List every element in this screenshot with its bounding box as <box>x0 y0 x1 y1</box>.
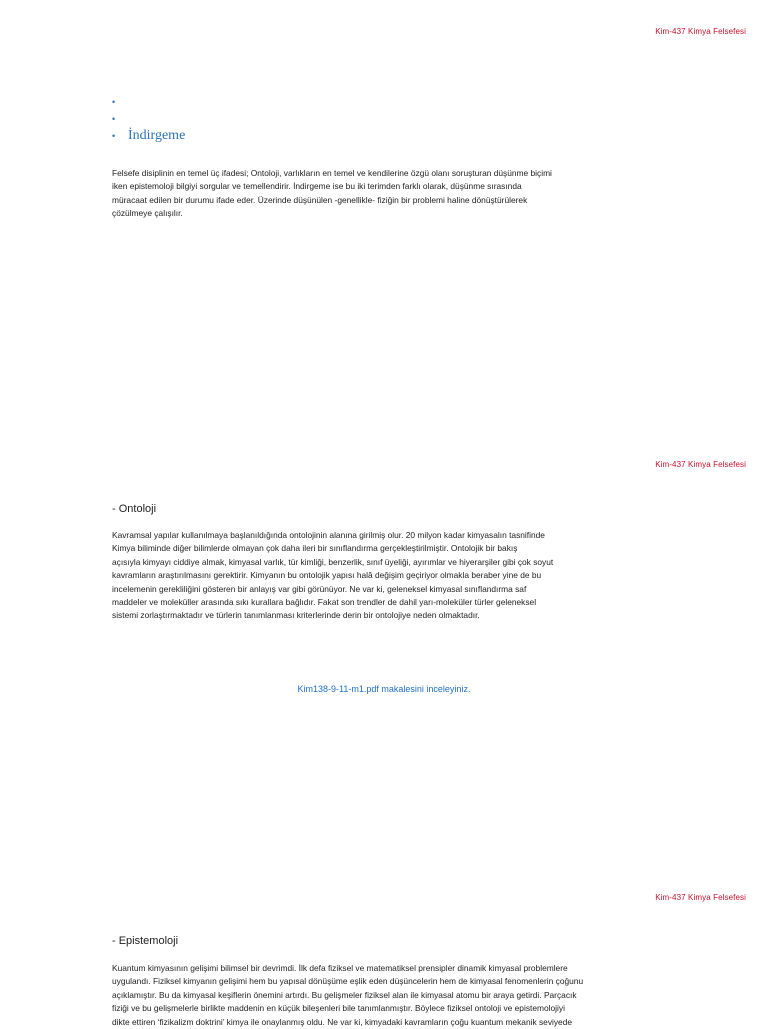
bullet-item <box>112 110 185 127</box>
bullet-dot-icon: • <box>112 113 116 124</box>
section-title-epistemoloji: - Epistemoloji <box>112 935 179 947</box>
header-course-tag: Kim-437 Kimya Felsefesi <box>655 27 746 36</box>
header-course-tag: Kim-437 Kimya Felsefesi <box>655 460 746 469</box>
bullet-dot-icon: • <box>112 130 116 141</box>
bullet-list <box>112 93 185 144</box>
intro-paragraph: Felsefe disiplinin en temel üç ifadesi; Ontoloji, varlıkların en temel ve kendilerine özgü olanı soruşturan düşünme biçimi iken epistemoloji bilgiyi sorgular ve temellendirir. İndirgeme ise bu iki terimden farklı olarak, düşünme sırasında müracaat edilen bir durumu ifade eder. Üzerinde düşünülen -genellikle- fiziğin bir problemi haline dönüştürülerek çözülmeye çalışılır. <box>112 168 552 219</box>
section-title-ontoloji: - Ontoloji <box>112 503 157 515</box>
bullet-item-indirgeme <box>112 127 185 144</box>
bullet-dot-icon: • <box>112 96 116 107</box>
epistemoloji-paragraph: Kuantum kimyasının gelişimi bilimsel bir devrimdi. İlk defa fiziksel ve matematiksel prensipler dinamik kimyasal problemlere uygulandı. Fiziksel kimyanın gelişimi hem bu yapısal dönüşüme eşlik eden düşüncelerin hem de kimyasal fenomenlerin çoğunu açıklamıştır. Bu da kimyasal keşiflerin önemini artırdı. Bu gelişmeler fiziksel alan ile kimyasal atomu bir araya getirdi. Parçacık fiziği ve bu gelişmelerle birlikte maddenin en küçük bileşenleri bile tanımlanmıştır. Böylece fiziksel ontoloji ve epistemolojiyi dikte ettiren ‘fizikalizm doktrini’ kimya ile onaylanmış oldu. Ne var ki, kimyadaki kavramların çoğu kuantum mekanik seviyede <box>112 963 584 1027</box>
header-course-tag: Kim-437 Kimya Felsefesi <box>655 893 746 902</box>
bullet-label-indirgeme: İndirgeme <box>128 127 186 143</box>
ontoloji-paragraph: Kavramsal yapılar kullanılmaya başlanıldığında ontolojinin alanına girilmiş olur. 20 milyon kadar kimyasalın tasnifinde Kimya biliminde diğer bilimlerde olmayan çok daha ileri bir sınıflandırma gerçekleştirilmiştir. Ontolojik bir bakış açısıyla kimyayı ciddiye almak, kimyasal varlık, tür kimliği, benzerlik, sınıf üyeliği, ayırımlar ve hiyerarşiler gibi çok soyut kavramların araştırılmasını gerektirir. Kimyanın bu ontolojik yapısı halâ değişim geçiriyor olmakla beraber yine de bu incelemenin gerekliliğini gösteren bir anlayış var gibi görünüyor. Ne var ki, geleneksel kimyasal sınıflandırma saf maddeler ve moleküller arasında sıkı kurallara bağlıdır. Fakat son trendler de dahil yarı-moleküler türler geleneksel sistemi zorlaştırmaktadır ve türlerin tanımlanması kriterlerinde derin bir ontolojiye neden olmaktadır. <box>112 530 554 621</box>
article-link[interactable]: Kim138-9-11-m1.pdf makalesini inceleyiniz. <box>297 684 471 694</box>
bullet-item <box>112 93 185 110</box>
